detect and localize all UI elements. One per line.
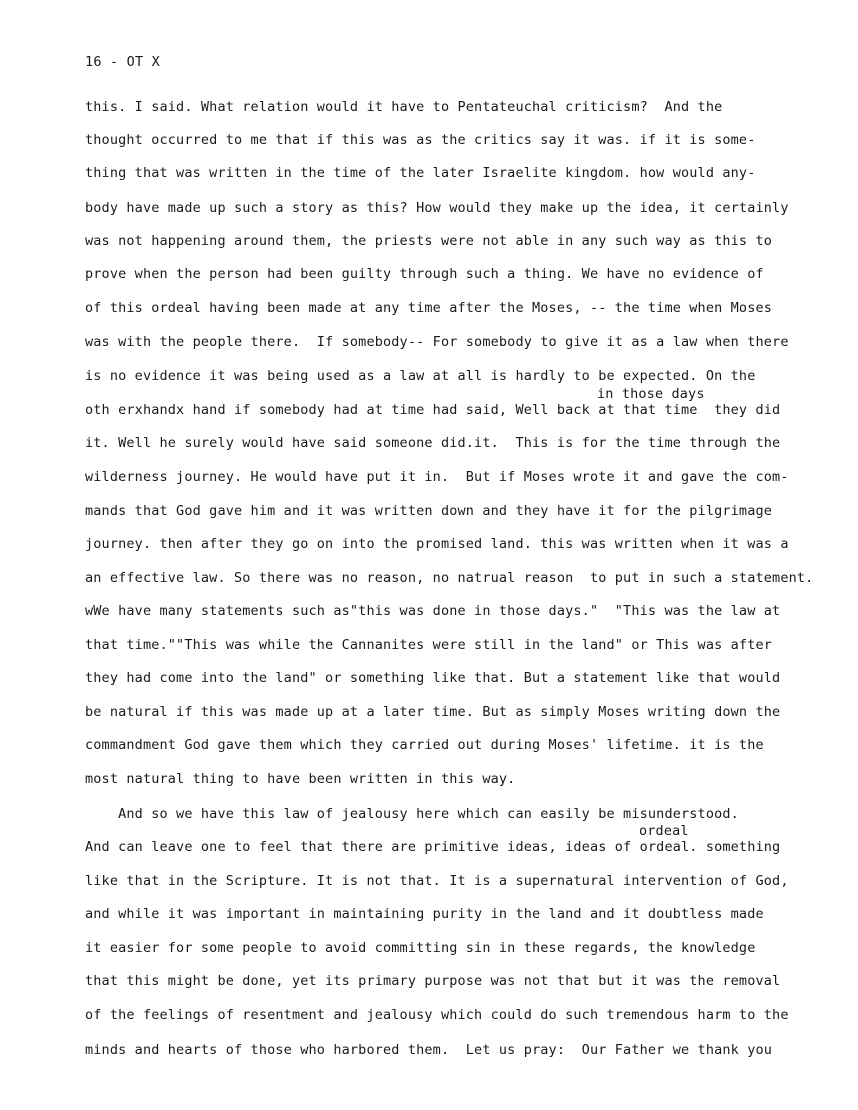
text-line: be natural if this was made up at a later time. But as simply Moses writing down the	[85, 704, 781, 720]
text-line: wilderness journey. He would have put it in. But if Moses wrote it and gave the com-	[85, 469, 789, 485]
text-line: oth erxhandx hand if somebody had at time had said, Well back at that time they did	[85, 402, 781, 418]
text-line: And so we have this law of jealousy here which can easily be misunderstood.	[85, 806, 739, 822]
page-header: 16 - OT X	[85, 54, 160, 70]
text-line: was not happening around them, the priests were not able in any such way as this to	[85, 233, 773, 249]
text-line: wWe have many statements such as"this was done in those days." "This was the law at	[85, 603, 781, 619]
text-line: is no evidence it was being used as a law at all is hardly to be expected. On the	[85, 368, 756, 384]
text-line: and while it was important in maintaining purity in the land and it doubtless made	[85, 906, 764, 922]
text-line: it easier for some people to avoid committing sin in these regards, the knowledge	[85, 940, 756, 956]
text-line: journey. then after they go on into the promised land. this was written when it was a	[85, 536, 789, 552]
text-line: thing that was written in the time of the later Israelite kingdom. how would any-	[85, 165, 756, 181]
text-line: an effective law. So there was no reason, no natrual reason to put in such a statement.	[85, 570, 814, 586]
text-line: was with the people there. If somebody-- For somebody to give it as a law when there	[85, 334, 789, 350]
text-line: it. Well he surely would have said someone did.it. This is for the time through the	[85, 435, 781, 451]
text-line: body have made up such a story as this? How would they make up the idea, it certainly	[85, 200, 789, 216]
text-line: like that in the Scripture. It is not that. It is a supernatural intervention of God,	[85, 873, 789, 889]
text-line: of this ordeal having been made at any time after the Moses, -- the time when Moses	[85, 300, 773, 316]
text-line: prove when the person had been guilty through such a thing. We have no evidence of	[85, 266, 764, 282]
interlinear-insert: in those days	[597, 386, 705, 402]
text-line: that this might be done, yet its primary purpose was not that but it was the removal	[85, 973, 781, 989]
text-line: most natural thing to have been written in this way.	[85, 771, 516, 787]
text-line: mands that God gave him and it was written down and they have it for the pilgrimage	[85, 503, 773, 519]
text-line: this. I said. What relation would it have to Pentateuchal criticism? And the	[85, 99, 723, 115]
text-line: And can leave one to feel that there are primitive ideas, ideas of ordeal. something	[85, 839, 781, 855]
interlinear-insert: ordeal	[639, 823, 689, 839]
text-line: commandment God gave them which they carried out during Moses' lifetime. it is the	[85, 737, 764, 753]
text-line: they had come into the land" or something like that. But a statement like that would	[85, 670, 781, 686]
text-line: minds and hearts of those who harbored them. Let us pray: Our Father we thank you	[85, 1042, 773, 1058]
text-line: that time.""This was while the Cannanites were still in the land" or This was after	[85, 637, 773, 653]
text-line: of the feelings of resentment and jealousy which could do such tremendous harm to the	[85, 1007, 789, 1023]
text-line: thought occurred to me that if this was as the critics say it was. if it is some-	[85, 132, 756, 148]
